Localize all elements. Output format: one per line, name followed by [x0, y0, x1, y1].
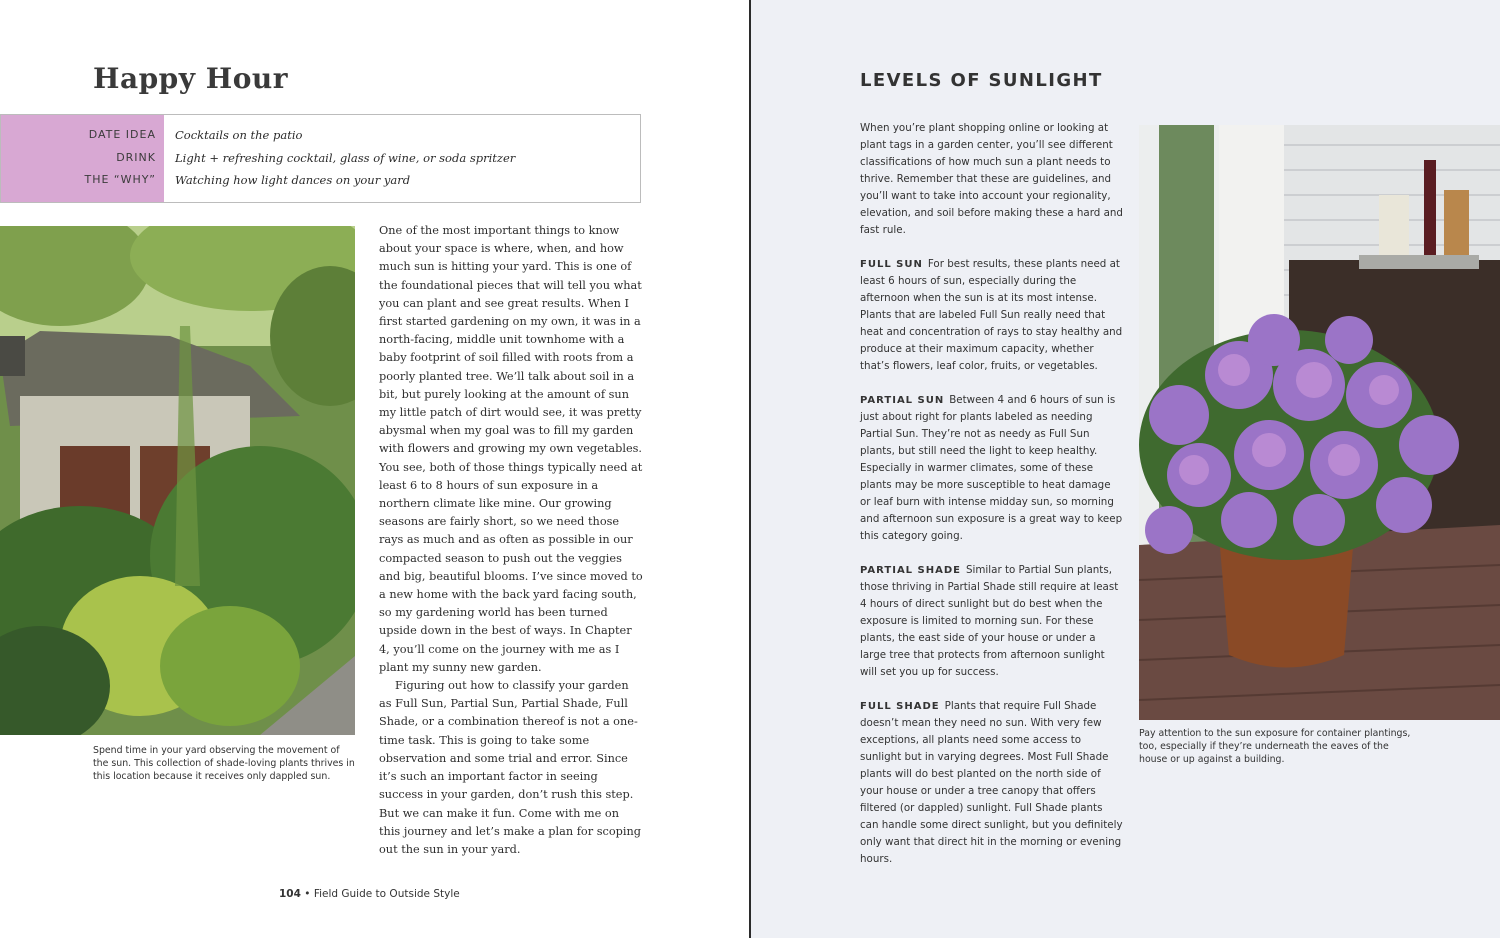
level-term: PARTIAL SHADE: [860, 565, 961, 576]
page-footer: [279, 888, 460, 900]
sunlight-levels-column: [860, 120, 1123, 885]
folio-separator: •: [304, 888, 311, 900]
hydrangea-photo-caption: Pay attention to the sun exposure for container plantings, too, especially if they’re underneath the eaves of the house or up against a building.: [1139, 728, 1411, 765]
running-title: Field Guide to Outside Style: [313, 888, 460, 900]
intro-paragraph: When you’re plant shopping online or looking at plant tags in a garden center, you’ll see different classifications of how much sun a plant needs to thrive. Remember that these are guidelines, and you’ll want to take into account your regionality, elevation, and soil before making these a hard and fast rule.: [860, 122, 1123, 236]
level-term: FULL SUN: [860, 259, 923, 270]
level-text: Similar to Partial Sun plants, those thriving in Partial Shade still require at least 4 hours of direct sunlight but do best when the exposure is limited to morning sun. For these plants, the east side of your house or under a large tree that protects from afternoon sunlight will set you up for success.: [860, 564, 1119, 678]
level-text: Between 4 and 6 hours of sun is just about right for plants labeled as needing Partial Sun. They’re not as needy as Full Sun plants, but still need the light to keep healthy. Especially in warmer climates, some of these plants may be more susceptible to heat damage or leaf burn with intense midday sun, so morning and afternoon sun exposure is a great way to keep this category going.: [860, 394, 1123, 542]
chapter-title: Happy Hour: [93, 62, 289, 95]
level-partial-sun: [860, 392, 1123, 545]
level-text: For best results, these plants need at least 6 hours of sun, especially during the afternoon when the sun is at its most intense. Plants that are labeled Full Sun really need that heat and concentration of rays to stay healthy and produce at their maximum capacity, whether that’s flowers, leaf color, fruits, or vegetables.: [860, 258, 1123, 372]
level-term: FULL SHADE: [860, 701, 940, 712]
section-title: LEVELS OF SUNLIGHT: [860, 70, 1103, 91]
hydrangea-container-photo: [1139, 125, 1500, 720]
info-label-band: [1, 115, 164, 202]
garden-photo-caption: Spend time in your yard observing the movement of the sun. This collection of shade-loving plants thrives in this location because it receives only dappled sun.: [93, 745, 355, 782]
level-full-shade: [860, 698, 1123, 868]
body-paragraph: One of the most important things to know about your space is where, when, and how much sun is hitting your yard. This is one of the foundational pieces that will tell you what you can plant and see great results. When I first started gardening on my own, it was in a north-facing, middle unit townhome with a baby footprint of soil filled with roots from a poorly planted tree. We’ll talk about soil in a bit, but purely looking at the amount of sun my little patch of dirt would see, it was pretty abysmal when my goal was to fill my garden with flowers and growing my own vegetables. You see, both of those things typically need at least 6 to 8 hours of sun exposure in a northern climate like mine. Our growing seasons are fairly short, so we need those rays as much and as often as possible in our compacted season to push out the veggies and big, beautiful blooms. I’ve since moved to a new home with the back yard facing south, so my gardening world has been turned upside down in the best of ways. In Chapter 4, you’ll come on the journey with me as I plant my sunny new garden.: [379, 224, 643, 674]
info-value-drink: Light + refreshing cocktail, glass of wine, or soda spritzer: [175, 151, 516, 165]
body-paragraph: Figuring out how to classify your garden as Full Sun, Partial Sun, Partial Shade, Full Shade, or a combination thereof is not a one-time task. This is going to take some observation and some trial and error. Since it’s such an important factor in seeing success in your garden, don’t rush this step. But we can make it fun. Come with me on this journey and let’s make a plan for scoping out the sun in your yard.: [379, 679, 641, 856]
level-partial-shade: [860, 562, 1123, 681]
info-label-date-idea: DATE IDEA: [88, 128, 156, 141]
info-value-date-idea: Cocktails on the patio: [175, 128, 303, 142]
info-label-drink: DRINK: [116, 151, 156, 164]
info-label-why: THE “WHY”: [84, 173, 156, 186]
page-number: 104: [279, 888, 301, 900]
level-text: Plants that require Full Shade doesn’t mean they need no sun. With very few exceptions, all plants need some access to sunlight but in varying degrees. Most Full Shade plants will do best planted on the north side of your house or under a tree canopy that offers filtered (or dappled) sunlight. Full Shade plants can handle some direct sunlight, but you definitely only want that direct hit in the morning or evening hours.: [860, 700, 1123, 865]
garden-shed-photo: [0, 226, 355, 735]
info-value-why: Watching how light dances on your yard: [175, 173, 411, 187]
level-term: PARTIAL SUN: [860, 395, 945, 406]
level-full-sun: [860, 256, 1123, 375]
body-text-column: [379, 222, 643, 859]
date-idea-box: [0, 114, 641, 203]
